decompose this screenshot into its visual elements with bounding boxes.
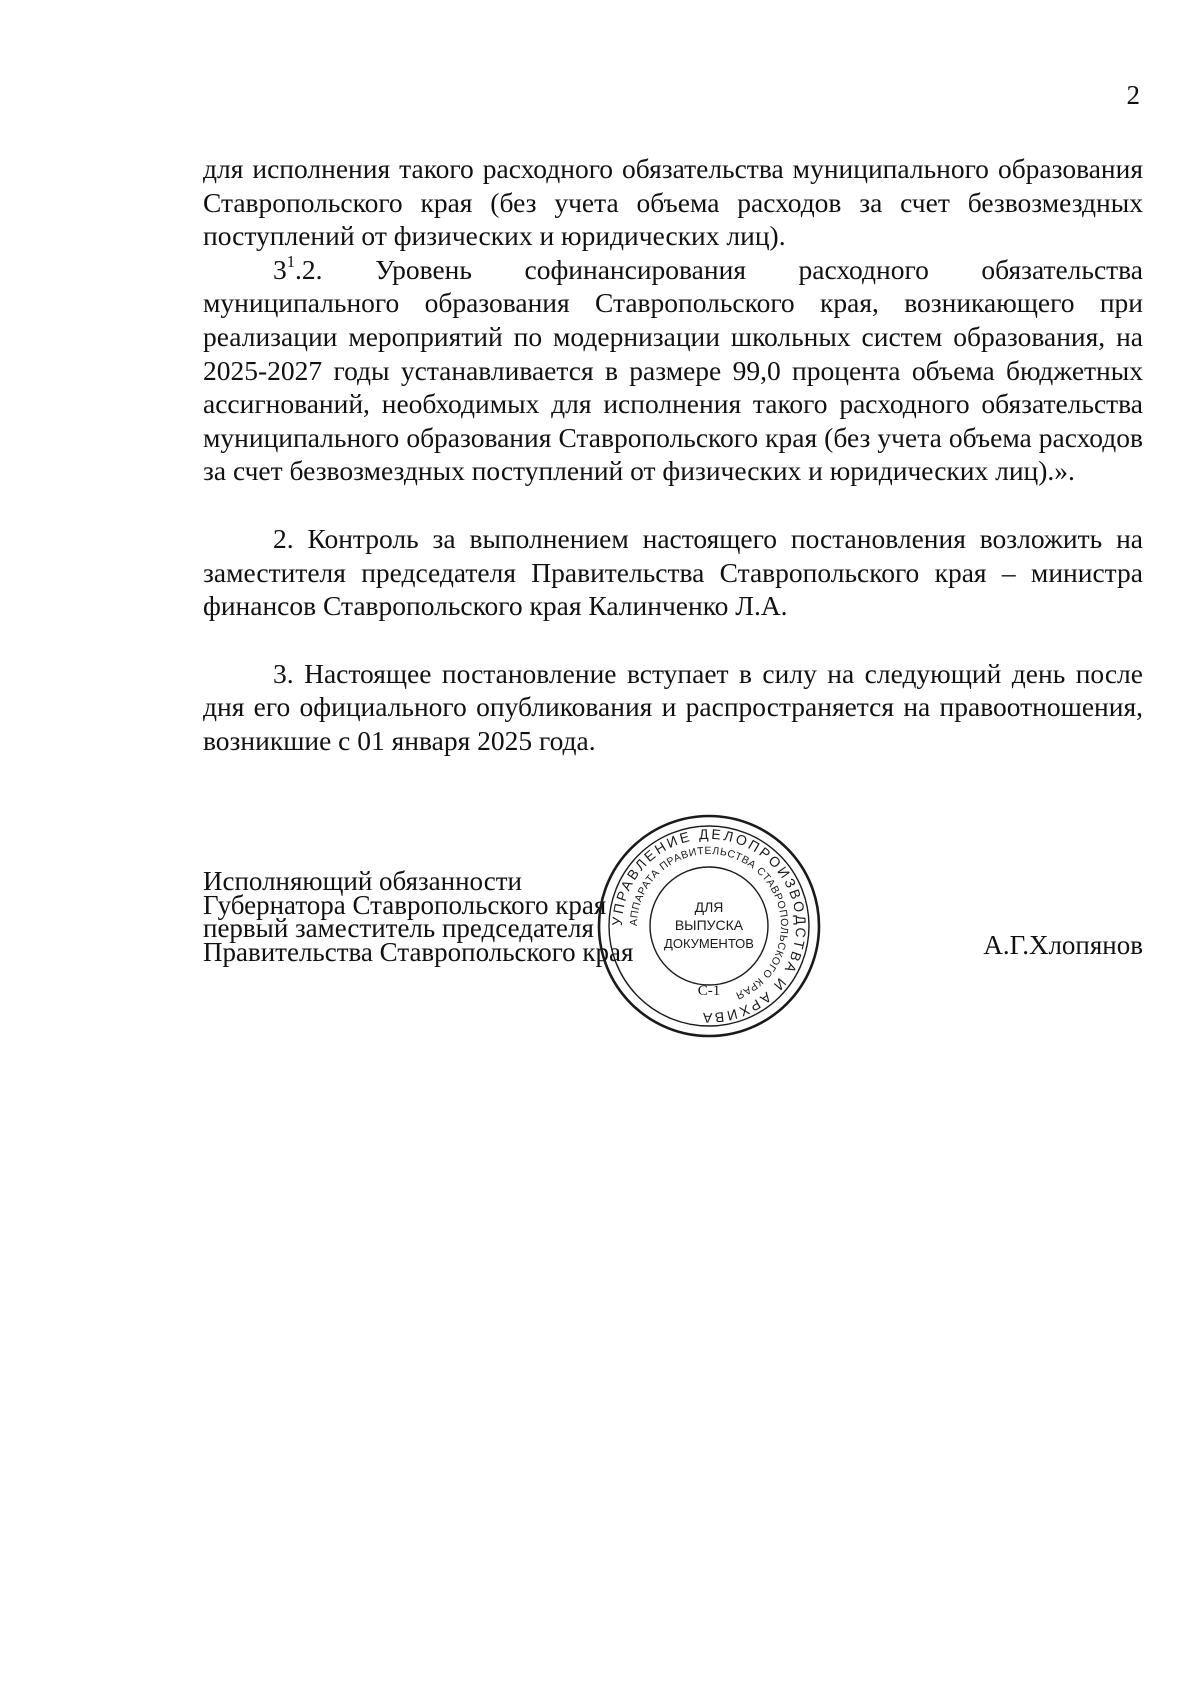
page-number: 2 <box>1126 80 1140 110</box>
official-stamp <box>593 812 825 1040</box>
clause-superscript: 1 <box>286 251 295 271</box>
signatory-block <box>203 866 634 967</box>
stamp-inner-ring-text: АППАРАТА ПРАВИТЕЛЬСТВА СТАВРОПОЛЬСКОГО КРАЯ <box>627 844 791 1002</box>
signatory-line: Губернатора Ставропольского края <box>203 889 607 920</box>
document-body <box>203 152 1143 758</box>
clause-text: .2. Уровень софинансирования расходного обязательства муниципального образования Ставропольского края, возникающего при реализации мероприятий по модернизации школьных систем образования, на 2025-2027 годы устанавливается в размере 99,0 процента объема бюджетных ассигнований, необходимых для исполнения такого расходного обязательства муниципального образования Ставропольского края (без учета объема расходов за счет безвозмездных поступлений от физических и юридических лиц).». <box>203 253 1143 487</box>
signer-name: А.Г.Хлопянов <box>983 930 1143 960</box>
stamp-center-line: ДЛЯ <box>694 899 724 915</box>
stamp-code: С-1 <box>697 983 721 999</box>
paragraph-effective-date: 3. Настоящее постановление вступает в силу на следующий день после дня его официального опубликования и распространяется на правоотношения, возникшие с 01 января 2025 года. <box>203 657 1143 756</box>
signatory-line: Исполняющий обязанности <box>203 866 522 896</box>
signatory-line: Правительства Ставропольского края <box>203 936 634 967</box>
paragraph-control: 2. Контроль за выполнением настоящего постановления возложить на заместителя председателя Правительства Ставропольского края – министра финансов Ставропольского края Калинченко Л.А. <box>203 522 1143 622</box>
stamp-center-line: ВЫПУСКА <box>674 917 744 933</box>
stamp-center-line: ДОКУМЕНТОВ <box>664 936 754 951</box>
paragraph-continuation: для исполнения такого расходного обязательства муниципального образования Ставропольского края (без учета объема расходов за счет безвозмездных поступлений от физических и юридических лиц). <box>203 153 1143 252</box>
clause-number: 3 <box>273 253 287 285</box>
stamp-outer-ring-text: УПРАВЛЕНИЕ ДЕЛОПРОИЗВОДСТВА И АРХИВА <box>608 825 810 1027</box>
paragraph-3-1-2 <box>203 253 1143 488</box>
signatory-line: первый заместитель председателя <box>203 913 594 943</box>
